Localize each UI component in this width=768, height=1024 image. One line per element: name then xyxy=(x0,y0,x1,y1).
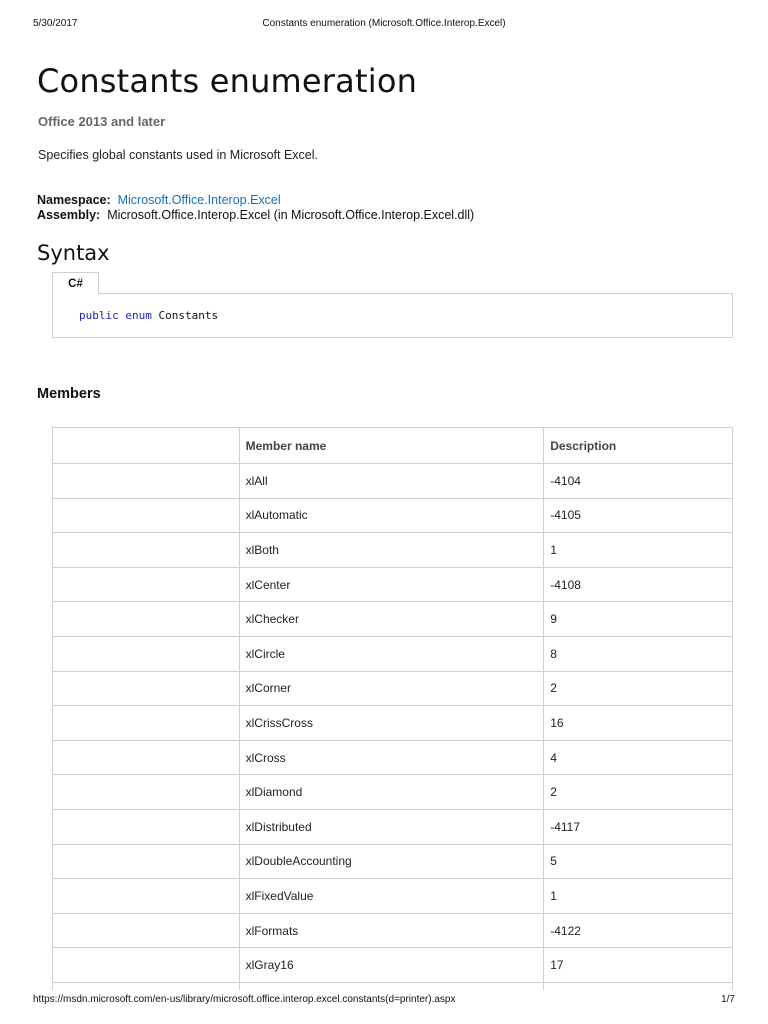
row-icon-cell xyxy=(53,567,240,602)
table-row xyxy=(53,498,733,533)
member-name-cell: xlCenter xyxy=(239,567,544,602)
row-icon-cell xyxy=(53,740,240,775)
member-name-cell: xlGray16 xyxy=(239,948,544,983)
members-header-row xyxy=(53,428,733,464)
member-name-cell: xlChecker xyxy=(239,602,544,637)
row-icon-cell xyxy=(53,671,240,706)
table-row xyxy=(53,636,733,671)
description-cell: -4122 xyxy=(544,913,733,948)
table-row xyxy=(53,775,733,810)
member-name-cell: xlDistributed xyxy=(239,809,544,844)
row-icon-cell xyxy=(53,706,240,741)
keyword-enum: enum xyxy=(125,309,152,322)
cut-cell xyxy=(53,982,240,990)
row-icon-cell xyxy=(53,464,240,499)
summary-text: Specifies global constants used in Microsoft Excel. xyxy=(38,148,318,162)
print-header xyxy=(33,18,735,32)
member-name-cell: xlDiamond xyxy=(239,775,544,810)
syntax-heading: Syntax xyxy=(37,241,110,265)
member-name-cell: xlBoth xyxy=(239,533,544,568)
member-name-cell: xlCross xyxy=(239,740,544,775)
description-cell: 17 xyxy=(544,948,733,983)
member-name-cell: xlCrissCross xyxy=(239,706,544,741)
member-name-cell: xlFixedValue xyxy=(239,879,544,914)
description-cell: 1 xyxy=(544,879,733,914)
namespace-link[interactable]: Microsoft.Office.Interop.Excel xyxy=(117,193,281,207)
row-icon-cell xyxy=(53,879,240,914)
table-row xyxy=(53,671,733,706)
table-row xyxy=(53,602,733,637)
row-icon-cell xyxy=(53,602,240,637)
assembly-value: Microsoft.Office.Interop.Excel (in Microsoft.Office.Interop.Excel.dll) xyxy=(107,208,475,222)
description-cell: 8 xyxy=(544,636,733,671)
member-name-cell: xlCircle xyxy=(239,636,544,671)
table-row xyxy=(53,879,733,914)
description-cell: -4108 xyxy=(544,567,733,602)
row-icon-cell xyxy=(53,913,240,948)
member-name-cell: xlCorner xyxy=(239,671,544,706)
description-cell: 16 xyxy=(544,706,733,741)
page-number: 1/7 xyxy=(721,994,735,1005)
table-row xyxy=(53,464,733,499)
member-name-cell: xlAutomatic xyxy=(239,498,544,533)
table-row-cut xyxy=(53,982,733,990)
row-icon-cell xyxy=(53,498,240,533)
description-cell: 4 xyxy=(544,740,733,775)
description-cell: 1 xyxy=(544,533,733,568)
table-row xyxy=(53,533,733,568)
version-label: Office 2013 and later xyxy=(38,114,166,129)
row-icon-cell xyxy=(53,809,240,844)
type-name: Constants xyxy=(158,309,219,322)
table-row xyxy=(53,567,733,602)
table-row xyxy=(53,809,733,844)
row-icon-cell xyxy=(53,844,240,879)
members-heading: Members xyxy=(37,386,101,402)
code-line xyxy=(79,309,218,322)
member-name-cell: xlAll xyxy=(239,464,544,499)
description-cell: -4104 xyxy=(544,464,733,499)
print-title: Constants enumeration (Microsoft.Office.Interop.Excel) xyxy=(262,18,506,29)
table-row xyxy=(53,913,733,948)
table-row xyxy=(53,740,733,775)
namespace-label: Namespace: xyxy=(37,193,111,207)
page-title: Constants enumeration xyxy=(37,62,418,100)
code-block xyxy=(52,293,733,338)
row-icon-cell xyxy=(53,948,240,983)
assembly-line xyxy=(37,208,474,222)
print-url: https://msdn.microsoft.com/en-us/library/microsoft.office.interop.excel.constants(d=printer).aspx xyxy=(33,994,456,1005)
namespace-line xyxy=(37,193,281,207)
row-icon-cell xyxy=(53,636,240,671)
members-body xyxy=(53,464,733,991)
member-name-cell: xlFormats xyxy=(239,913,544,948)
description-cell: 2 xyxy=(544,775,733,810)
member-name-cell: xlDoubleAccounting xyxy=(239,844,544,879)
table-row xyxy=(53,844,733,879)
keyword-public: public xyxy=(79,309,119,322)
table-row xyxy=(53,706,733,741)
description-cell: 5 xyxy=(544,844,733,879)
cut-cell xyxy=(544,982,733,990)
print-date: 5/30/2017 xyxy=(33,18,78,29)
header-member-name: Member name xyxy=(239,428,544,464)
description-cell: 2 xyxy=(544,671,733,706)
members-table xyxy=(52,427,733,990)
description-cell: 9 xyxy=(544,602,733,637)
description-cell: -4105 xyxy=(544,498,733,533)
table-row xyxy=(53,948,733,983)
row-icon-cell xyxy=(53,533,240,568)
assembly-label: Assembly: xyxy=(37,208,101,222)
cut-cell xyxy=(239,982,544,990)
row-icon-cell xyxy=(53,775,240,810)
description-cell: -4117 xyxy=(544,809,733,844)
header-icon-col xyxy=(53,428,240,464)
header-description: Description xyxy=(544,428,733,464)
code-tab-csharp[interactable]: C# xyxy=(52,272,99,294)
